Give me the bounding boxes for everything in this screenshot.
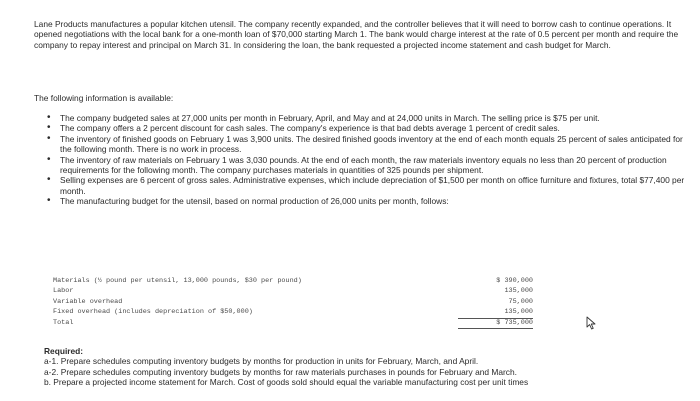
budget-row-label: Materials (½ pound per utensil, 13,000 pounds, $30 per pound) — [53, 277, 302, 285]
budget-row-label: Total — [53, 318, 74, 327]
intro-paragraph: Lane Products manufactures a popular kitchen utensil. The company recently expanded, and the controller believes that it will need to borrow cash to continue operations. It opened negotiations with the local bank for a one-month loan of $70,000 starting March 1. The bank would charge interest at the rate of 0.5 percent per month and require the company to repay interest and principal on March 31. In considering the loan, the bank requested a projected income statement and cash budget for March. — [34, 19, 679, 50]
mouse-pointer-icon — [586, 316, 598, 330]
budget-row-amount: 75,000 — [508, 297, 533, 306]
budget-row — [53, 286, 533, 296]
intro-section — [34, 19, 690, 50]
required-item: b. Prepare a projected income statement for March. Cost of goods sold should equal the variable manufacturing cost per unit times — [44, 377, 529, 388]
budget-row-label: Fixed overhead (includes depreciation of $50,000) — [53, 308, 253, 317]
bullet-item — [34, 134, 686, 155]
bullet-text: The inventory of finished goods on February 1 was 3,900 units. The desired finished goods inventory at the end of each month equals 25 percent of sales anticipated for the following month. There is no work in process. — [60, 133, 683, 155]
bullet-text: The inventory of raw materials on February 1 was 3,030 pounds. At the end of each month, the raw materials inventory equals no less than 20 percent of production requirements for the following month. The company purchases materials in quantities of 325 pounds per shipment. — [60, 154, 667, 176]
budget-row-amount: $ 390,000 — [496, 277, 533, 285]
bullet-item — [34, 123, 686, 133]
required-section — [44, 346, 694, 388]
budget-row — [53, 297, 533, 307]
bullet-text: The company budgeted sales at 27,000 units per month in February, April, and May and at 24,000 units in March. The selling price is $75 per unit. — [60, 113, 600, 123]
budget-row-label: Variable overhead — [53, 297, 123, 306]
total-rule — [458, 328, 533, 329]
budget-row-total — [53, 318, 533, 328]
bullet-dot: • — [47, 132, 51, 144]
bullet-text: Selling expenses are 6 percent of gross sales. Administrative expenses, which include depreciation of $1,500 per month on office furniture and fixtures, total $77,400 per month. — [60, 175, 685, 196]
bullet-text: The company offers a 2 percent discount for cash sales. The company's experience is that bad debts average 1 percent of credit sales. — [60, 123, 560, 134]
bullet-dot: • — [47, 112, 51, 123]
bullet-item — [34, 175, 686, 196]
bullet-dot: • — [47, 153, 51, 165]
required-heading: Required: — [44, 346, 84, 356]
required-item: a-1. Prepare schedules computing inventory budgets by months for production in units for February, March, and April. — [44, 356, 479, 367]
required-item: a-2. Prepare schedules computing inventory budgets by months for raw materials purchases in pounds for February and March. — [44, 366, 517, 377]
manufacturing-budget-table — [53, 276, 533, 328]
bullet-dot: • — [47, 122, 51, 134]
bullet-item — [34, 155, 686, 176]
bullet-text: The manufacturing budget for the utensil, based on normal production of 26,000 units per month, follows: — [60, 196, 449, 207]
bullet-dot: • — [47, 195, 51, 207]
bullet-dot: • — [47, 174, 51, 186]
budget-row-label: Labor — [53, 287, 74, 296]
bullet-item — [34, 113, 686, 123]
info-bullet-list — [34, 113, 686, 207]
available-heading: The following information is available: — [34, 93, 174, 103]
budget-row-amount: 135,000 — [504, 287, 533, 296]
budget-row-amount: $ 735,000 — [496, 318, 533, 327]
budget-row-amount: 135,000 — [504, 308, 533, 317]
bullet-item — [34, 196, 686, 206]
budget-row — [53, 276, 533, 286]
budget-row — [53, 307, 533, 317]
